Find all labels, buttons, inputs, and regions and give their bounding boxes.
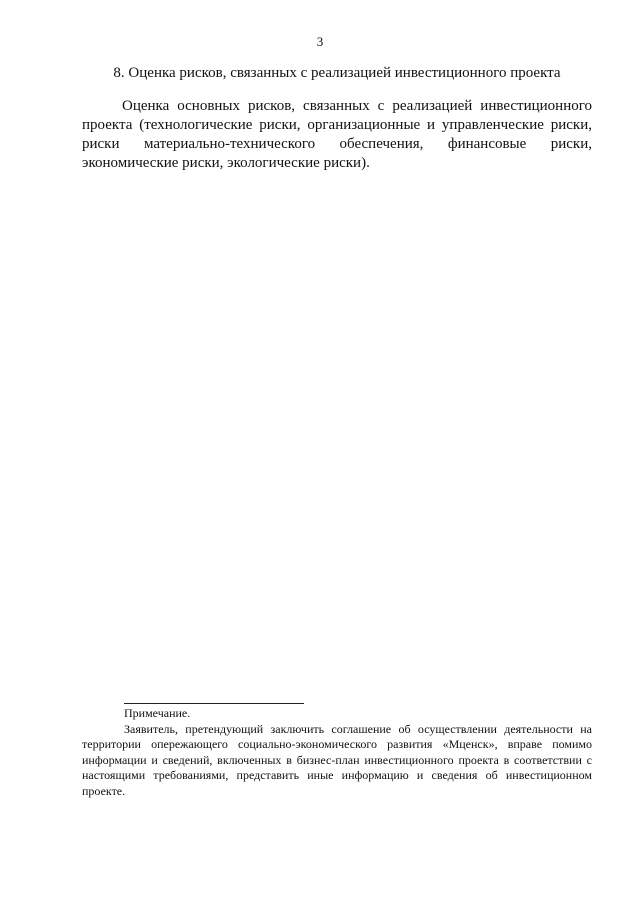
page-number: 3 <box>316 34 324 49</box>
body-paragraph: Оценка основных рисков, связанных с реализацией инвестиционного проекта (технологические риски, организационные и управленческие риски, риски материально-технического обеспечения, финансовые риски, экономические риски, экологические риски). <box>82 98 592 171</box>
footnote-title: Примечание. <box>124 706 191 720</box>
section-heading: 8. Оценка рисков, связанных с реализацией инвестиционного проекта <box>113 65 561 81</box>
footnote-separator <box>124 703 304 704</box>
footnote-text: Заявитель, претендующий заключить соглашение об осуществлении деятельности на территории опережающего социально-экономического развития «Мценск», вправе помимо информации и сведений, включенных в бизнес-план инвестиционного проекта в соответствии с настоящими требованиями, представить иные информацию и сведения об инвестиционном проекте. <box>82 721 592 798</box>
footnote <box>82 706 592 799</box>
